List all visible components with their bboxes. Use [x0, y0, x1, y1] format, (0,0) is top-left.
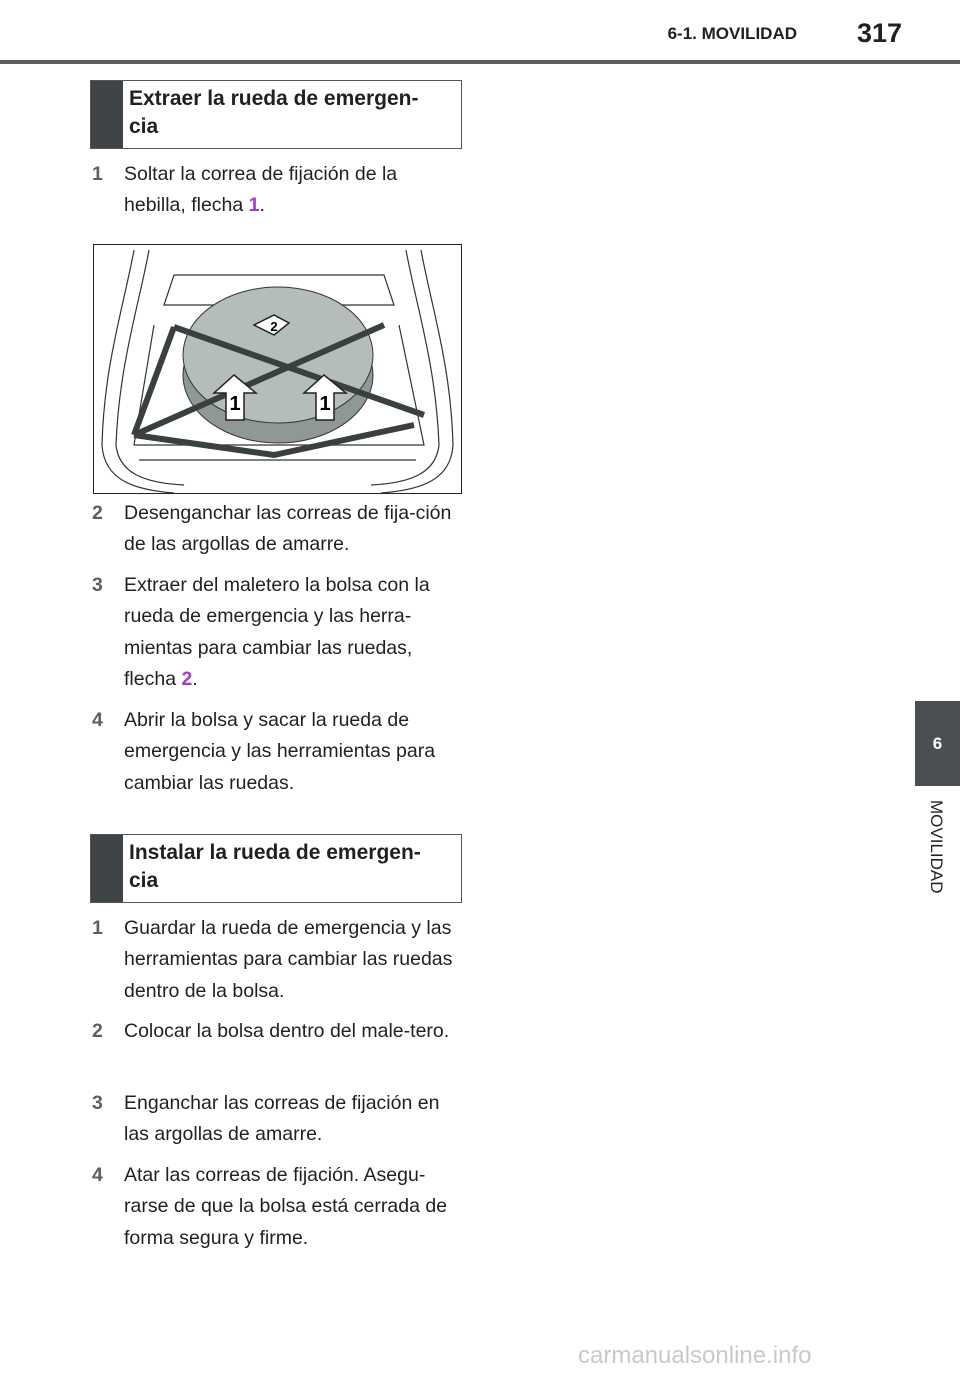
step-item: 4 Abrir la bolsa y sacar la rueda de emergencia y las herramientas para cambiar las ruedas.: [92, 709, 436, 794]
spare-wheel-illustration: [93, 244, 462, 494]
heading-text: Extraer la rueda de emergen- cia: [129, 87, 419, 138]
heading-bar: [91, 81, 123, 148]
step-item: 1 Soltar la correa de fijación de la hebilla, flecha 1.: [92, 163, 398, 217]
heading-bar: [91, 835, 123, 902]
step-item: 4 Atar las correas de fijación. Asegu-rarse de que la bolsa está cerrada de forma segura y firme.: [92, 1164, 448, 1249]
step-item: 3 Enganchar las correas de fijación en las argollas de amarre.: [92, 1092, 440, 1146]
chapter-tab[interactable]: 6: [915, 701, 960, 786]
heading-text: Instalar la rueda de emergen- cia: [129, 841, 421, 892]
header-divider: [0, 60, 960, 64]
step-item: 3 Extraer del maletero la bolsa con la rueda de emergencia y las herra-mientas para cambiar las ruedas, flecha 2.: [92, 574, 430, 690]
section-header: 6-1. MOVILIDAD: [667, 24, 797, 43]
arrow-label-2: 2: [270, 319, 278, 334]
page-number: 317: [856, 18, 902, 48]
arrow-label-1b: 1: [319, 393, 331, 415]
step-item: 2 Colocar la bolsa dentro del male-tero.: [92, 1020, 450, 1042]
chapter-label: MOVILIDAD: [927, 800, 946, 894]
step-item: 2 Desenganchar las correas de fija-ción de las argollas de amarre.: [92, 502, 452, 556]
watermark: carmanualsonline.info: [578, 1342, 812, 1369]
section-heading-install: [90, 834, 462, 903]
arrow-label-1: 1: [229, 393, 241, 415]
section-heading-extract: [90, 80, 462, 149]
step-item: 1 Guardar la rueda de emergencia y las herramientas para cambiar las ruedas dentro de la bolsa.: [92, 917, 453, 1002]
